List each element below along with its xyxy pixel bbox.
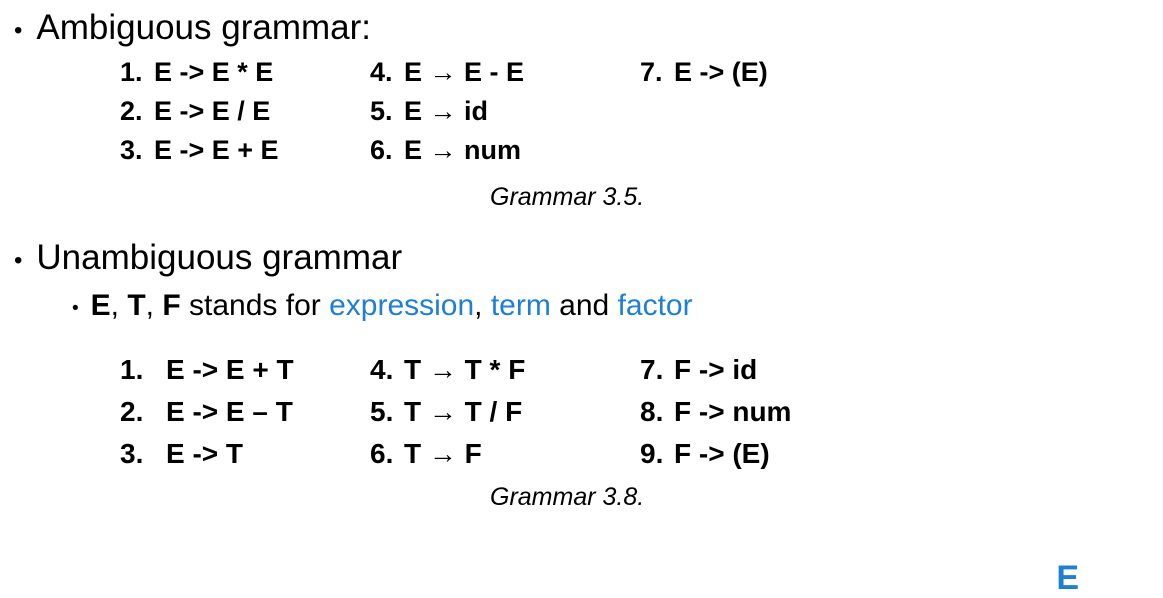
rule-text: F -> id bbox=[674, 353, 758, 385]
rule-number: 2. bbox=[120, 395, 144, 427]
rule-text: E -> E * E bbox=[154, 57, 274, 88]
symbol-f: F bbox=[162, 288, 181, 322]
legend-and: and bbox=[550, 288, 618, 322]
rule-number: 2. bbox=[120, 96, 143, 127]
rule-number: 7. bbox=[640, 353, 664, 385]
rule-number: 5. bbox=[370, 395, 394, 427]
grammar-rule bbox=[370, 53, 640, 92]
rule-text: T → F bbox=[404, 437, 482, 469]
legend-comma-3: , bbox=[474, 288, 491, 322]
rule-number: 1. bbox=[120, 57, 143, 88]
bullet-dot-icon: • bbox=[14, 246, 23, 274]
grammar-rule bbox=[370, 131, 640, 170]
rule-text: E → E - E bbox=[404, 57, 525, 88]
rule-number: 8. bbox=[640, 395, 664, 427]
rule-number: 9. bbox=[640, 437, 664, 469]
rule-text: E -> T bbox=[166, 437, 244, 469]
grammar-3-5-column-3 bbox=[640, 53, 900, 170]
grammar-3-5-columns bbox=[0, 53, 1163, 170]
rule-number: 7. bbox=[640, 57, 663, 88]
grammar-3-8-columns bbox=[0, 349, 1163, 475]
grammar-3-5-column-2 bbox=[370, 53, 640, 170]
rule-number: 3. bbox=[120, 135, 143, 166]
grammar-rule bbox=[120, 92, 370, 131]
rule-number: 5. bbox=[370, 96, 393, 127]
rule-text: T → T * F bbox=[404, 353, 526, 385]
grammar-3-8-caption: Grammar 3.8. bbox=[490, 482, 645, 511]
rule-number: 1. bbox=[120, 353, 144, 385]
bullet-symbol-legend bbox=[72, 289, 1163, 323]
rule-number: 4. bbox=[370, 353, 394, 385]
term-term: term bbox=[490, 288, 551, 322]
rule-text: E -> E / E bbox=[154, 96, 271, 127]
term-factor: factor bbox=[617, 288, 693, 322]
rule-text: F -> (E) bbox=[674, 437, 770, 469]
grammar-rule bbox=[120, 53, 370, 92]
grammar-rule bbox=[120, 391, 370, 433]
grammar-3-5-caption-row bbox=[490, 183, 1163, 212]
bullet-unambiguous-grammar bbox=[14, 238, 1163, 277]
grammar-rule bbox=[640, 391, 900, 433]
symbol-t: T bbox=[127, 288, 146, 322]
symbol-legend-text bbox=[91, 289, 693, 323]
grammar-rule bbox=[370, 433, 640, 475]
rule-number: 4. bbox=[370, 57, 393, 88]
symbol-e: E bbox=[90, 288, 111, 322]
legend-comma-1: , bbox=[110, 288, 128, 322]
bullet-dot-icon: • bbox=[72, 297, 79, 319]
rule-text: T → T / F bbox=[404, 395, 523, 427]
grammar-3-5-caption: Grammar 3.5. bbox=[490, 182, 645, 211]
rule-text: F -> num bbox=[674, 395, 792, 427]
grammar-rule bbox=[120, 131, 370, 170]
rule-text: E -> E – T bbox=[166, 395, 293, 427]
rule-text: E -> (E) bbox=[674, 57, 768, 88]
rule-number: 6. bbox=[370, 437, 394, 469]
grammar-rule bbox=[120, 433, 370, 475]
legend-stands-for: stands for bbox=[180, 288, 330, 322]
grammar-rule bbox=[640, 433, 900, 475]
grammar-3-8-column-3 bbox=[640, 349, 900, 475]
grammar-rule bbox=[120, 349, 370, 391]
bullet-ambiguous-grammar bbox=[14, 8, 1163, 47]
rule-text: E -> E + T bbox=[166, 353, 294, 385]
legend-comma-2: , bbox=[145, 288, 163, 322]
heading-unambiguous-grammar: Unambiguous grammar bbox=[36, 237, 403, 277]
grammar-3-8-caption-row bbox=[490, 483, 1163, 512]
rule-text: E → num bbox=[404, 135, 522, 166]
grammar-3-8-column-2 bbox=[370, 349, 640, 475]
partial-tree-root-label: E bbox=[1056, 559, 1079, 597]
grammar-rule bbox=[640, 53, 900, 92]
grammar-3-5-column-1 bbox=[120, 53, 370, 170]
grammar-3-5-block bbox=[0, 53, 1163, 211]
rule-number: 3. bbox=[120, 437, 144, 469]
rule-text: E -> E + E bbox=[154, 135, 279, 166]
heading-ambiguous-grammar: Ambiguous grammar: bbox=[36, 8, 371, 47]
rule-text: E → id bbox=[404, 96, 489, 127]
grammar-3-8-column-1 bbox=[120, 349, 370, 475]
grammar-rule bbox=[370, 92, 640, 131]
grammar-rule bbox=[370, 349, 640, 391]
rule-number: 6. bbox=[370, 135, 393, 166]
grammar-3-8-block bbox=[0, 349, 1163, 512]
grammar-rule bbox=[370, 391, 640, 433]
term-expression: expression bbox=[329, 288, 475, 322]
grammar-rule bbox=[640, 349, 900, 391]
bullet-dot-icon: • bbox=[14, 17, 23, 44]
